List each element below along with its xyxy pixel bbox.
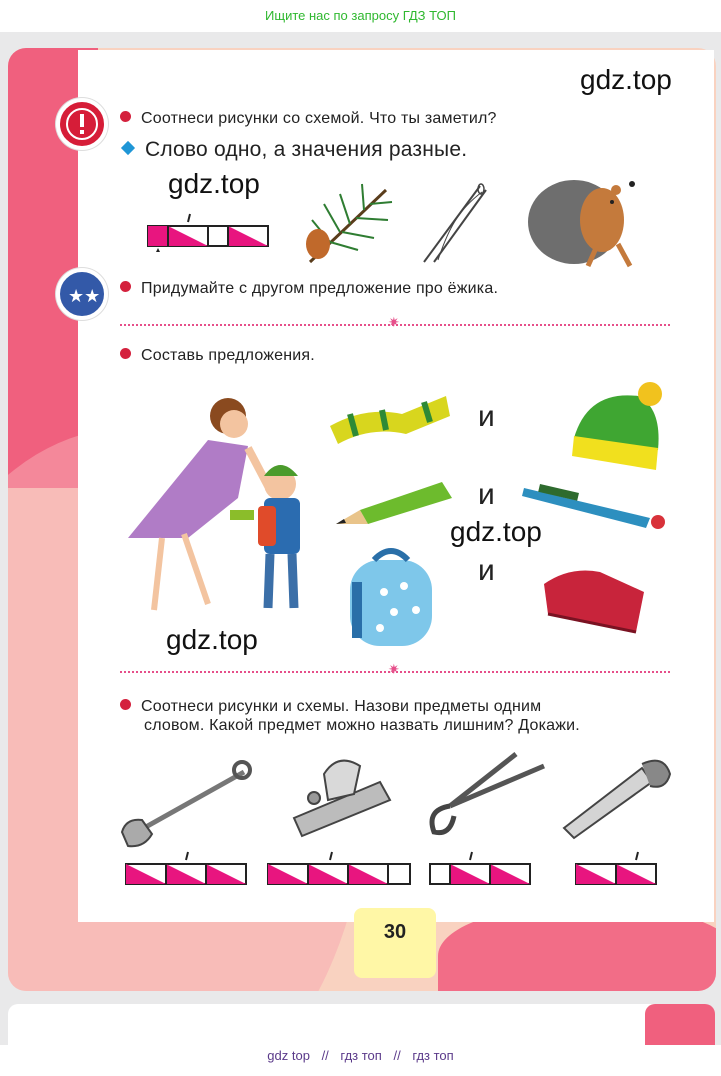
footer-link[interactable]: gdz top xyxy=(267,1048,310,1063)
bullet-icon xyxy=(120,348,131,359)
word-scheme xyxy=(146,210,272,258)
rule-line xyxy=(120,138,467,162)
scheme-plane xyxy=(266,850,414,888)
saw-image xyxy=(558,752,674,842)
pencil-image xyxy=(332,476,456,534)
conjunction: и xyxy=(478,554,495,587)
bullet-icon xyxy=(120,699,131,710)
page-number: 30 xyxy=(354,908,436,978)
watermark: gdz.top xyxy=(580,64,672,95)
footer-link[interactable]: гдз топ xyxy=(340,1048,382,1063)
conjunction: и xyxy=(478,400,495,433)
footer xyxy=(0,1048,721,1063)
task-line xyxy=(120,110,497,128)
mother-and-child-image xyxy=(118,388,318,620)
svg-text:★★: ★★ xyxy=(68,286,101,307)
scheme-pincers xyxy=(428,850,534,888)
pine-branch-image xyxy=(300,180,396,270)
task-line xyxy=(120,698,541,716)
pencil-case-image xyxy=(540,562,648,638)
scheme-shovel xyxy=(124,850,250,888)
diamond-bullet-icon xyxy=(121,141,135,155)
watermark: gdz.top xyxy=(166,624,258,655)
bullet-icon xyxy=(120,281,131,292)
divider-star-icon: ✷ xyxy=(388,661,400,677)
conjunction: и xyxy=(478,478,495,511)
stars-icon xyxy=(56,268,108,320)
pen-image xyxy=(520,478,672,534)
task-text: Придумайте с другом предложение про ёжика. xyxy=(141,280,499,297)
top-banner xyxy=(0,0,721,32)
plane-tool-image xyxy=(288,748,392,838)
bullet-icon xyxy=(120,111,131,122)
task-text: Соотнеси рисунки со схемой. Что ты заметил? xyxy=(141,110,497,127)
rule-text: Слово одно, а значения разные. xyxy=(145,138,468,161)
divider-star-icon: ✷ xyxy=(388,314,400,330)
task-line-cont: словом. Какой предмет можно назвать лишним? Докажи. xyxy=(144,717,580,734)
next-page-card xyxy=(8,1004,714,1045)
scheme-saw xyxy=(574,850,660,888)
task-text: Составь предложения. xyxy=(141,347,315,364)
shovel-image xyxy=(118,758,260,850)
task-line xyxy=(120,347,315,365)
backpack-image xyxy=(344,542,438,650)
top-search-link[interactable]: Ищите нас по запросу ГДЗ ТОП xyxy=(265,8,456,23)
task-line xyxy=(120,280,498,298)
needles-image xyxy=(418,180,492,264)
hat-image xyxy=(568,378,672,480)
footer-separator: // xyxy=(321,1048,329,1063)
exclamation-icon xyxy=(56,98,108,150)
next-page-accent xyxy=(645,1004,715,1045)
scarf-image xyxy=(326,386,452,454)
footer-separator: // xyxy=(393,1048,401,1063)
footer-link[interactable]: гдз топ xyxy=(412,1048,454,1063)
watermark: gdz.top xyxy=(450,516,542,547)
task-text: Соотнеси рисунки и схемы. Назови предметы одним xyxy=(141,698,542,715)
watermark: gdz.top xyxy=(168,168,260,199)
pincers-image xyxy=(420,746,552,842)
hedgehog-image xyxy=(526,162,638,268)
